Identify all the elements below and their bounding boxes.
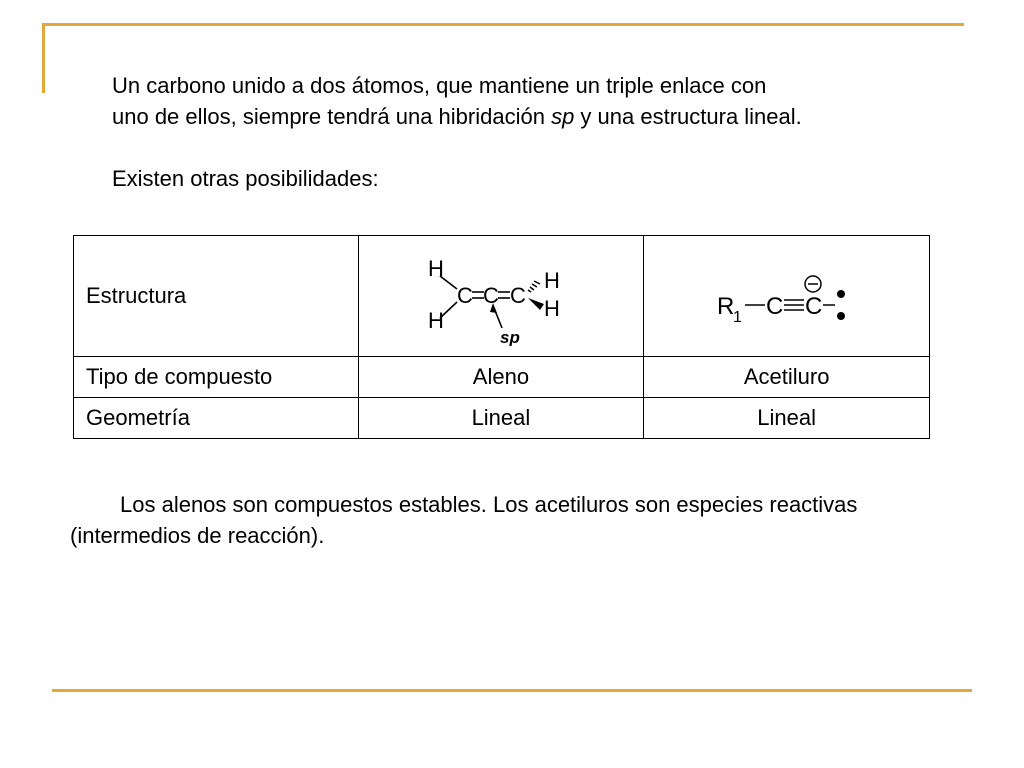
row-label-estructura: Estructura	[74, 236, 359, 357]
acetylide-structure-cell	[644, 236, 930, 357]
table-row-tipo	[74, 356, 930, 397]
row-label-tipo: Tipo de compuesto	[74, 356, 359, 397]
geometria-acetiluro: Lineal	[644, 397, 930, 438]
intro-line-3: Existen otras posibilidades:	[112, 166, 379, 191]
geometria-aleno: Lineal	[358, 397, 644, 438]
allene-structure-diagram	[416, 246, 586, 346]
allene-c1: C	[456, 282, 473, 308]
intro-line-1: Un carbono unido a dos átomos, que mantiene un triple enlace con	[112, 73, 767, 98]
frame-bottom-rule	[52, 689, 972, 692]
outro-paragraph: Los alenos son compuestos estables. Los acetiluros son especies reactivas (intermedios de reacción).	[70, 492, 858, 548]
acetylide-c1: C	[765, 292, 783, 320]
acetylide-structure-diagram	[707, 246, 867, 346]
comparison-table	[73, 235, 930, 439]
allene-h-top-right: H	[543, 267, 560, 293]
intro-text	[112, 70, 972, 194]
outro-text	[70, 489, 970, 551]
allene-h-bottom-right: H	[543, 295, 560, 321]
tipo-aleno: Aleno	[358, 356, 644, 397]
allene-c3: C	[509, 282, 526, 308]
intro-line-2-start: uno de ellos, siempre tendrá una hibridación	[112, 104, 552, 129]
intro-line-2	[112, 101, 972, 132]
tipo-acetiluro: Acetiluro	[644, 356, 930, 397]
allene-structure-cell	[358, 236, 644, 357]
intro-line-2-end: y una estructura lineal.	[574, 104, 802, 129]
allene-sp-label: sp	[499, 327, 520, 346]
acetylide-r-subscript: 1	[732, 308, 742, 326]
table-row-geometria	[74, 397, 930, 438]
acetylide-c2: C	[804, 292, 822, 320]
negative-charge-icon	[805, 276, 821, 292]
frame-left-rule	[42, 23, 45, 93]
row-label-geometria: Geometría	[74, 397, 359, 438]
acetylide-r: R	[716, 292, 734, 320]
frame-top-rule	[42, 23, 964, 26]
allene-c2: C	[482, 282, 499, 308]
table-row-estructura	[74, 236, 930, 357]
lone-pair-icon	[837, 290, 845, 320]
allene-h-top-left: H	[427, 255, 444, 281]
sp-term: sp	[551, 104, 575, 129]
allene-h-bottom-left: H	[427, 307, 444, 333]
